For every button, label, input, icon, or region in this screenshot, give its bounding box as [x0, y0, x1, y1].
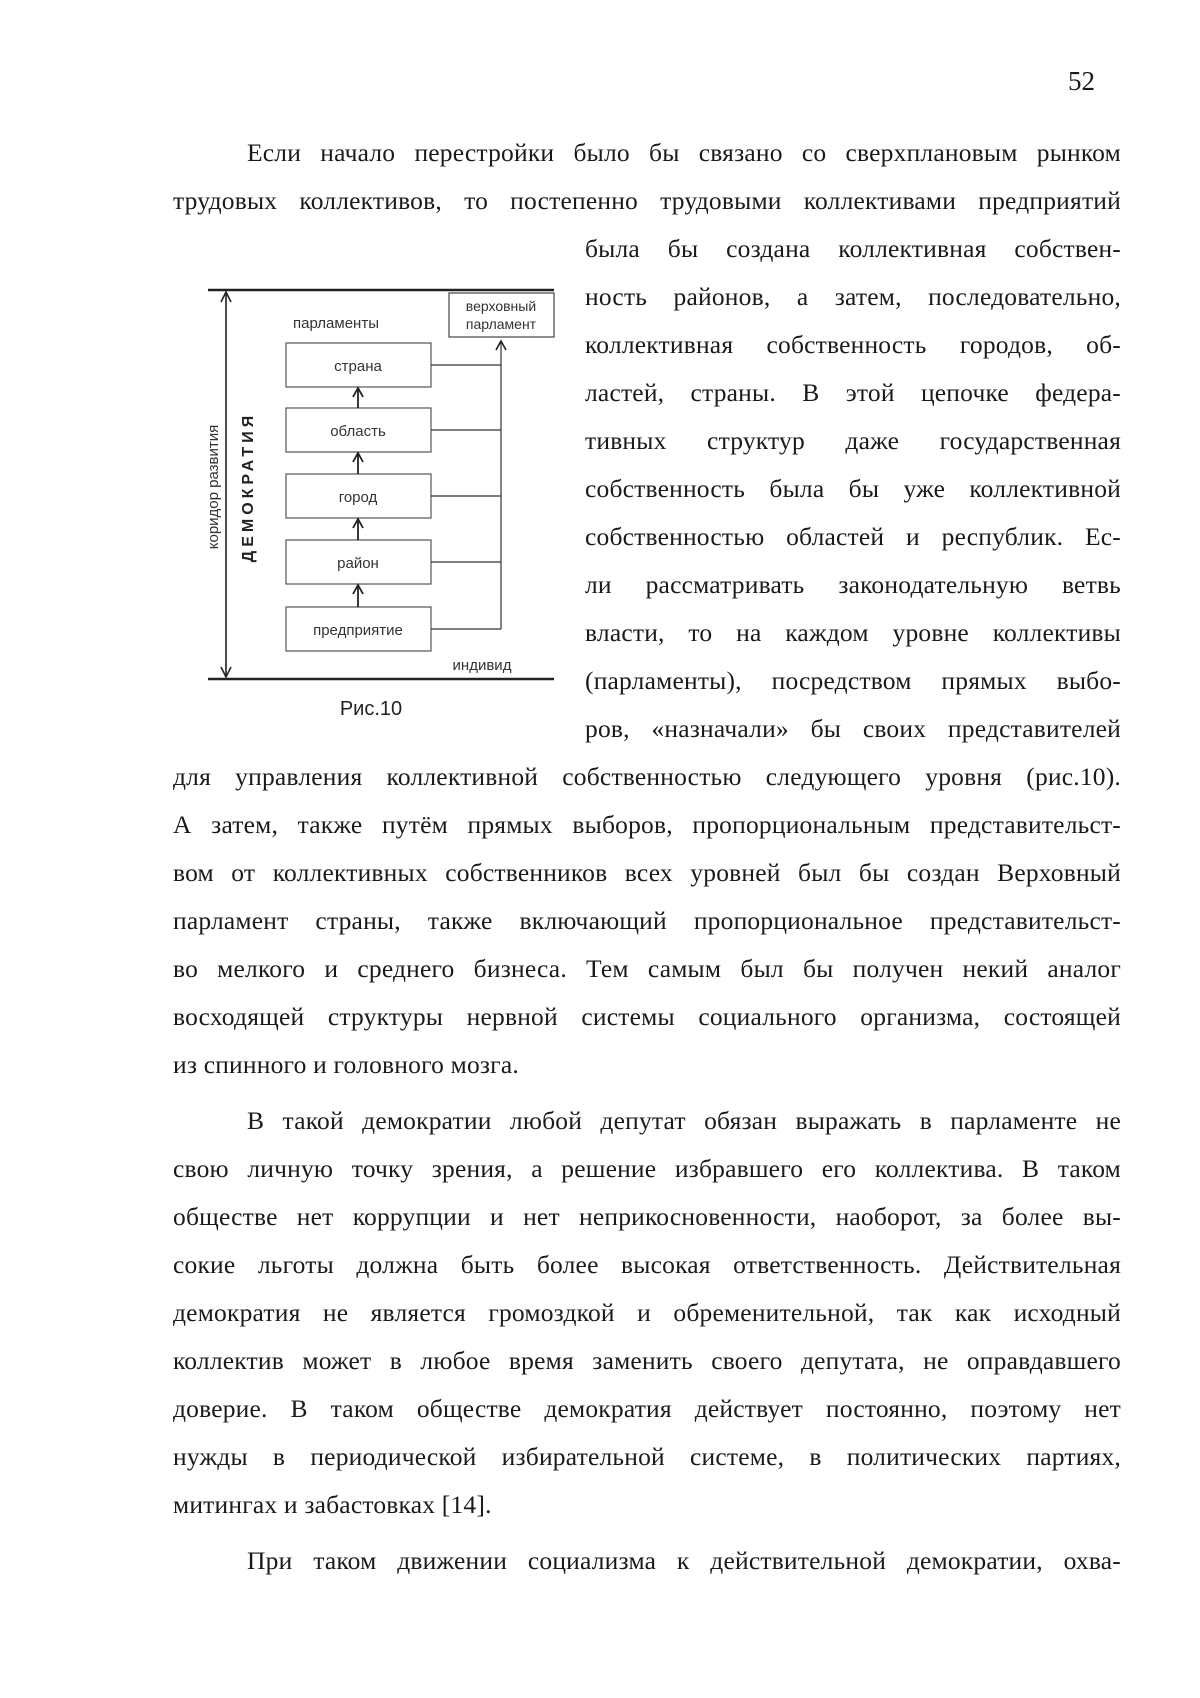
parliaments-label: парламенты — [293, 315, 379, 332]
text-line: ли рассматривать законодательную ветвь — [585, 570, 1121, 599]
text-line: ластей, страны. В этой цепочке федера- — [585, 378, 1121, 407]
level-box-region — [286, 408, 431, 452]
level-label: область — [330, 423, 386, 440]
text-line: парламент страны, также включающий пропорциональное представительст- — [173, 906, 1121, 935]
text-line: собственность была бы уже коллективной — [585, 474, 1121, 503]
text-line: была бы создана коллективная собствен- — [585, 234, 1121, 263]
level-box-enterprise — [286, 607, 431, 651]
level-label: предприятие — [313, 622, 403, 639]
text-line: вом от коллективных собственников всех уровней был бы создан Верховный — [173, 858, 1121, 887]
figure-10-diagram — [196, 282, 586, 732]
text-line: ность районов, а затем, последовательно, — [585, 282, 1121, 311]
text-line: для управления коллективной собственностью следующего уровня (рис.10). — [173, 762, 1121, 791]
text-line: свою личную точку зрения, а решение избравшего его коллектива. В таком — [173, 1154, 1121, 1183]
text-line: собственностью областей и республик. Ес- — [585, 522, 1121, 551]
text-line: власти, то на каждом уровне коллективы — [585, 618, 1121, 647]
text-line: нужды в периодической избирательной системе, в политических партиях, — [173, 1442, 1121, 1471]
text-line: (парламенты), посредством прямых выбо- — [585, 666, 1121, 695]
figure-10 — [196, 282, 586, 732]
text-line: ров, «назначали» бы своих представителей — [585, 714, 1121, 743]
text-line: демократия не является громоздкой и обременительной, так как исходный — [173, 1298, 1121, 1327]
figure-caption: Рис.10 — [339, 698, 403, 720]
text-line: коллективная собственность городов, об- — [585, 330, 1121, 359]
text-line: из спинного и головного мозга. — [173, 1050, 519, 1079]
democracy-label: ДЕМОКРАТИЯ — [240, 411, 257, 563]
text-line: доверие. В таком обществе демократия действует постоянно, поэтому нет — [173, 1394, 1121, 1423]
text-line: коллектив может в любое время заменить своего депутата, не оправдавшего — [173, 1346, 1121, 1375]
collector-lines — [431, 341, 506, 629]
text-line: митингах и забастовках [14]. — [173, 1490, 492, 1519]
level-label: район — [337, 555, 379, 572]
text-line: При таком движении социализма к действительной демократии, охва- — [247, 1546, 1121, 1575]
text-line: восходящей структуры нервной системы социального организма, состоящей — [173, 1002, 1121, 1031]
text-line: В такой демократии любой депутат обязан выражать в парламенте не — [247, 1106, 1121, 1135]
text-line: А затем, также путём прямых выборов, пропорциональным представительст- — [173, 810, 1121, 839]
text-line: во мелкого и среднего бизнеса. Тем самым был бы получен некий аналог — [173, 954, 1121, 983]
corridor-label: коридор развития — [205, 424, 222, 550]
supreme-parliament-label-2: парламент — [465, 316, 537, 332]
text-line: Если начало перестройки было бы связано со сверхплановым рынком — [247, 138, 1121, 167]
text-line: обществе нет коррупции и нет неприкосновенности, наоборот, за более вы- — [173, 1202, 1121, 1231]
page-number: 52 — [1068, 66, 1095, 96]
individual-label: индивид — [452, 657, 512, 674]
supreme-parliament-label-1: верховный — [465, 298, 537, 314]
text-line: трудовых коллективов, то постепенно трудовыми коллективами предприятий — [173, 186, 1121, 215]
level-box-country — [286, 343, 431, 387]
level-box-city — [286, 474, 431, 518]
level-label: город — [338, 489, 378, 506]
text-line: тивных структур даже государственная — [585, 426, 1121, 455]
level-label: страна — [334, 358, 382, 375]
text-line: сокие льготы должна быть более высокая ответственность. Действительная — [173, 1250, 1121, 1279]
level-box-district — [286, 540, 431, 584]
